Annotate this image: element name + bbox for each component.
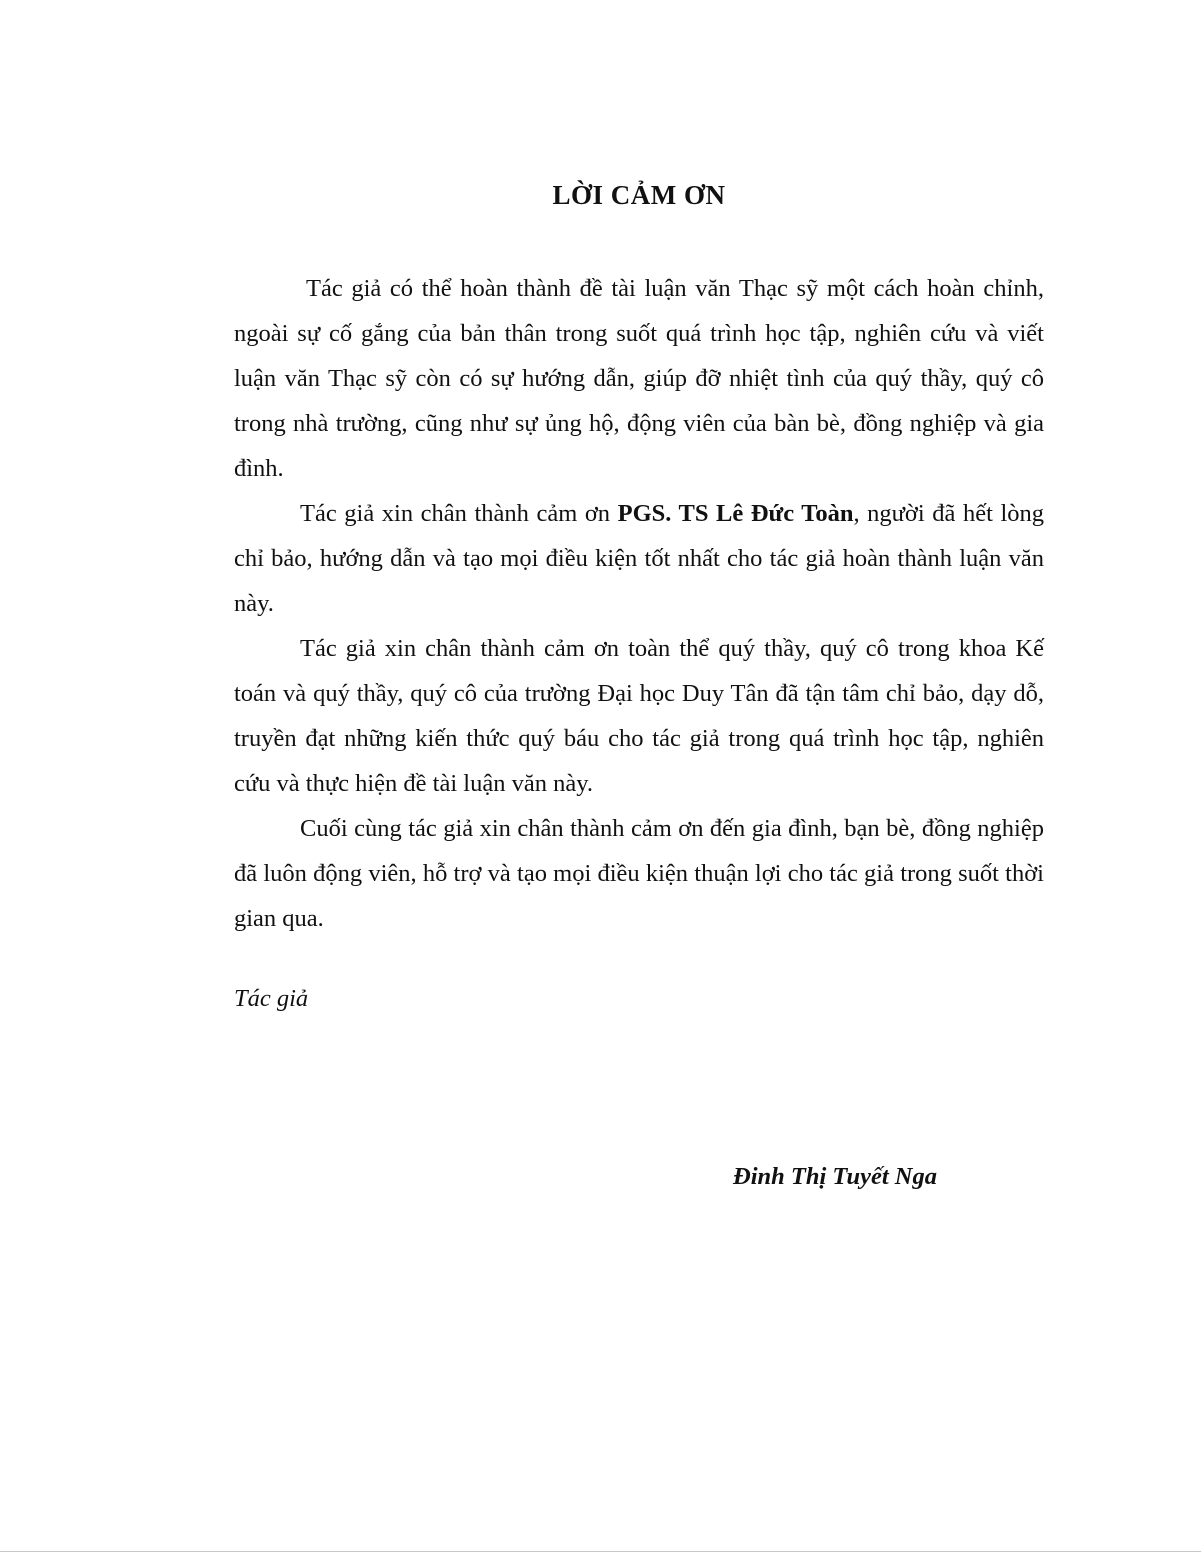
author-signature: Đinh Thị Tuyết Nga: [733, 1163, 937, 1190]
paragraph-2-end: , người đã hết lòng chỉ bảo, hướng dẫn và tạo mọi điều kiện tốt nhất cho tác giả hoàn thành luận văn này.: [234, 500, 1044, 617]
body-text: [234, 266, 1044, 941]
author-label: Tác giả: [234, 985, 309, 1012]
advisor-name: PGS. TS Lê Đức Toàn: [617, 500, 854, 527]
paragraph-3: Tác giả xin chân thành cảm ơn toàn thể quý thầy, quý cô trong khoa Kế toán và quý thầy, quý cô của trường Đại học Duy Tân đã tận tâm chỉ bảo, dạy dỗ, truyền đạt những kiến thức quý báu cho tác giả trong quá trình học tập, nghiên cứu và thực hiện đề tài luận văn này.: [234, 635, 1044, 797]
page-title: LỜI CẢM ƠN: [552, 180, 726, 210]
paragraph-4: Cuối cùng tác giả xin chân thành cảm ơn đến gia đình, bạn bè, đồng nghiệp đã luôn động viên, hỗ trợ và tạo mọi điều kiện thuận lợi cho tác giả trong suốt thời gian qua.: [234, 815, 1044, 932]
page-bottom-divider: [0, 1551, 1201, 1552]
paragraph-2: [234, 491, 1044, 626]
paragraph-1: Tác giả có thể hoàn thành đề tài luận văn Thạc sỹ một cách hoàn chỉnh, ngoài sự cố gắng của bản thân trong suốt quá trình học tập, nghiên cứu và viết luận văn Thạc sỹ còn có sự hướng dẫn, giúp đỡ nhiệt tình của quý thầy, quý cô trong nhà trường, cũng như sự ủng hộ, động viên của bàn bè, đồng nghiệp và gia đình.: [234, 275, 1044, 482]
paragraph-2-start: Tác giả xin chân thành cảm ơn: [300, 500, 618, 527]
